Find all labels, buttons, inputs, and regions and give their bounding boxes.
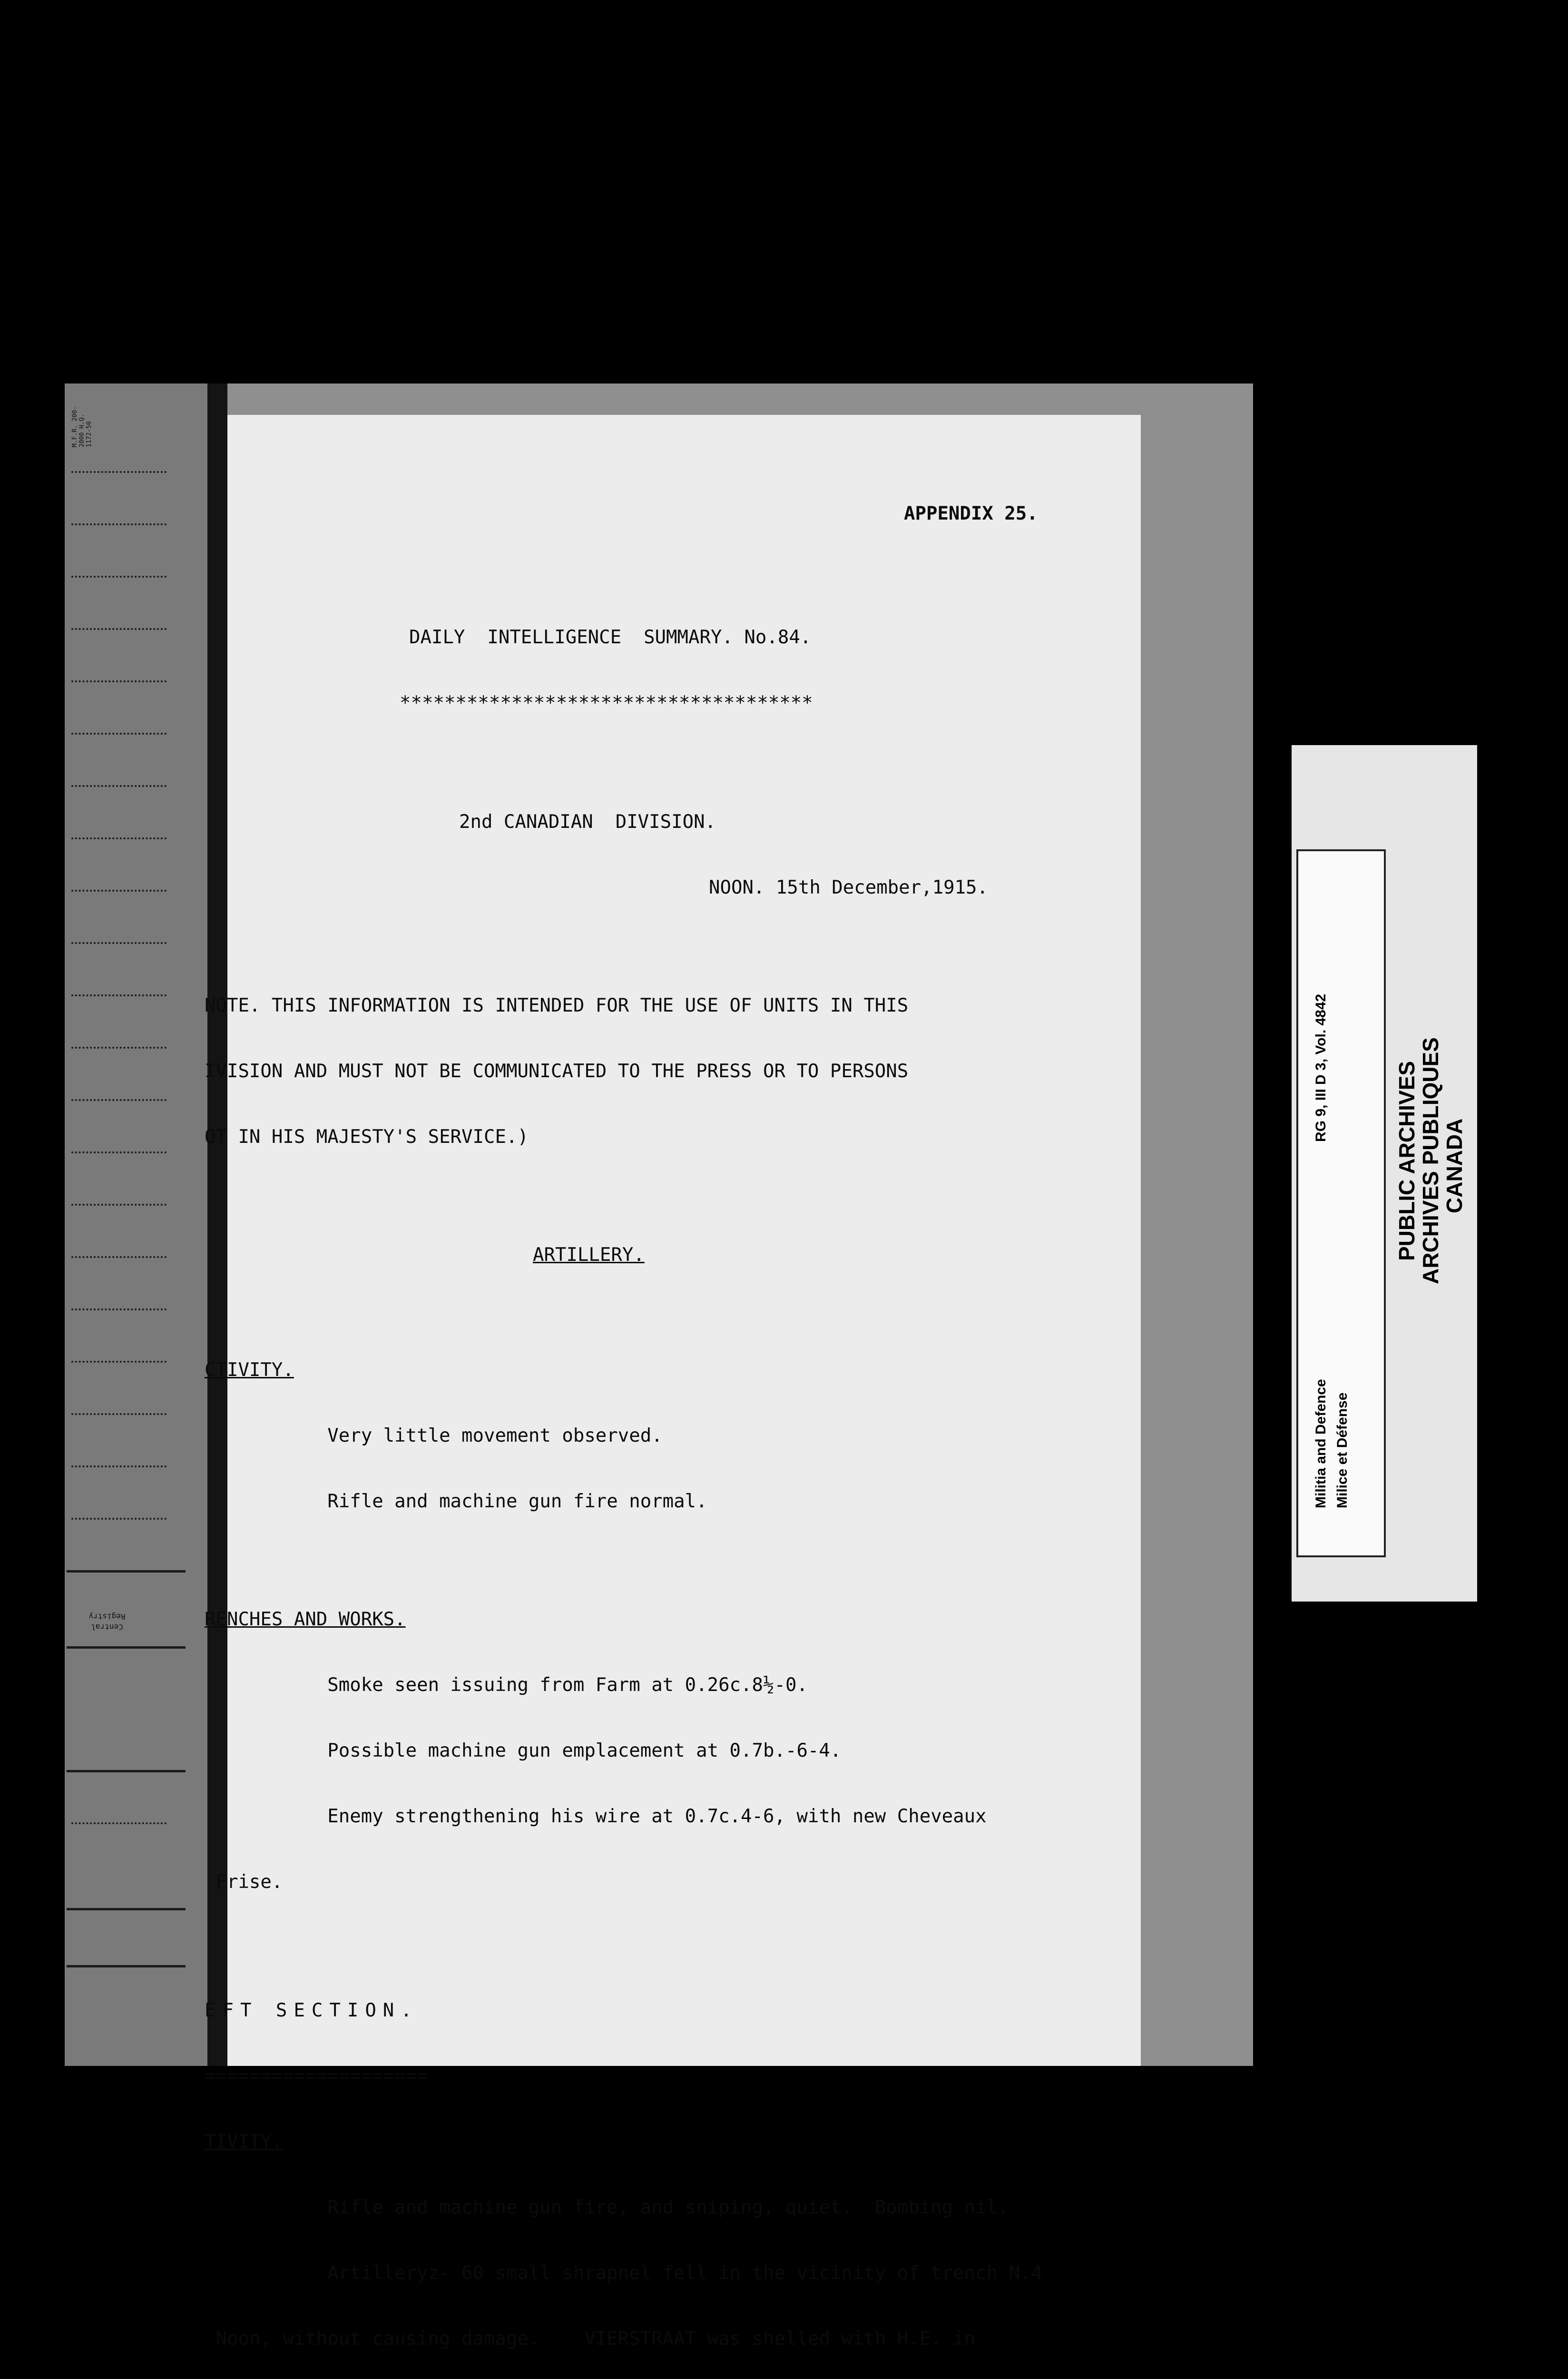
- section-rule: ====================: [205, 2065, 428, 2087]
- left-section-heading: EFT SECTION.: [205, 2000, 419, 2021]
- note-line: IVISION AND MUST NOT BE COMMUNICATED TO THE PRESS OR TO PERSONS: [205, 1061, 909, 1082]
- text-line: Possible machine gun emplacement at 0.7b.-6-4.: [205, 1740, 842, 1761]
- text-line: Noon, without causing damage. VIERSTRAAT was shelled with H.E. in: [205, 2328, 976, 2350]
- strip-dotted-line: [71, 1151, 167, 1153]
- text-line: Artilleryz- 60 small shrapnel fell in the vicinity of trench N.4: [205, 2262, 1042, 2284]
- strip-dotted-line: [71, 1308, 167, 1310]
- trenches-heading: RENCHES AND WORKS.: [205, 1609, 406, 1630]
- text-line: Smoke seen issuing from Farm at 0.26c.8½-0.: [205, 1674, 808, 1696]
- strip-rule: [67, 1570, 186, 1573]
- strip-dotted-line: [71, 1465, 167, 1467]
- activity-heading: TIVITY.: [205, 2131, 283, 2153]
- text-line: Rifle and machine gun fire, and sniping, quiet. Bombing nil.: [205, 2197, 1009, 2218]
- strip-rule: [67, 1646, 186, 1649]
- strip-dotted-line: [71, 1822, 167, 1824]
- activity-heading: CTIVITY.: [205, 1359, 294, 1381]
- text-line: Enemy strengthening his wire at 0.7c.4-6, with new Cheveaux: [205, 1806, 987, 1827]
- strip-dotted-line: [71, 1413, 167, 1415]
- document-title: DAILY INTELLIGENCE SUMMARY. No.84.: [409, 627, 812, 648]
- division-heading: 2nd CANADIAN DIVISION.: [459, 811, 716, 833]
- strip-dotted-line: [71, 942, 167, 944]
- institution-en: PUBLIC ARCHIVES: [1394, 1061, 1419, 1261]
- strip-dotted-line: [71, 837, 167, 839]
- strip-form-number: M.F.R. 200-2000 H.Q. 1172-50: [71, 406, 93, 447]
- institution-fr: ARCHIVES PUBLIQUES: [1418, 1037, 1443, 1285]
- strip-rule: [67, 1770, 186, 1772]
- department-en: Militia and Defence: [1313, 1379, 1329, 1508]
- strip-dotted-line: [71, 680, 167, 682]
- strip-dotted-line: [71, 994, 167, 996]
- strip-dotted-line: [71, 890, 167, 892]
- strip-rule: [67, 1908, 186, 1910]
- strip-dotted-line: [71, 1256, 167, 1258]
- binding-strip: [65, 383, 207, 2066]
- strip-rule: [67, 1965, 186, 1967]
- note-line: NOTE. THIS INFORMATION IS INTENDED FOR THE USE OF UNITS IN THIS: [205, 995, 909, 1016]
- title-rule: *************************************: [400, 692, 813, 714]
- strip-dotted-line: [71, 471, 167, 473]
- department-fr: Milice et Défense: [1334, 1392, 1350, 1508]
- strip-dotted-line: [71, 1204, 167, 1206]
- strip-dotted-line: [71, 1047, 167, 1049]
- artillery-heading: ARTILLERY.: [533, 1244, 645, 1266]
- strip-dotted-line: [71, 576, 167, 578]
- archive-reference: RG 9, III D 3, Vol. 4842: [1313, 993, 1329, 1142]
- note-line: OT IN HIS MAJESTY'S SERVICE.): [205, 1126, 529, 1148]
- appendix-label: APPENDIX 25.: [904, 503, 1038, 524]
- text-line: Very little movement observed.: [205, 1425, 663, 1446]
- strip-dotted-line: [71, 785, 167, 787]
- registry-stamp: Central Registry: [88, 1612, 126, 1632]
- strip-dotted-line: [71, 733, 167, 735]
- document-date: NOON. 15th December,1915.: [709, 877, 988, 898]
- strip-dotted-line: [71, 1099, 167, 1101]
- strip-dotted-line: [71, 523, 167, 525]
- strip-dotted-line: [71, 628, 167, 630]
- strip-dotted-line: [71, 1361, 167, 1363]
- country: CANADA: [1442, 1118, 1467, 1213]
- text-line: Rifle and machine gun fire normal.: [205, 1491, 707, 1512]
- strip-dotted-line: [71, 1518, 167, 1520]
- text-line: Frise.: [205, 1871, 283, 1893]
- document-text: [205, 459, 1149, 2379]
